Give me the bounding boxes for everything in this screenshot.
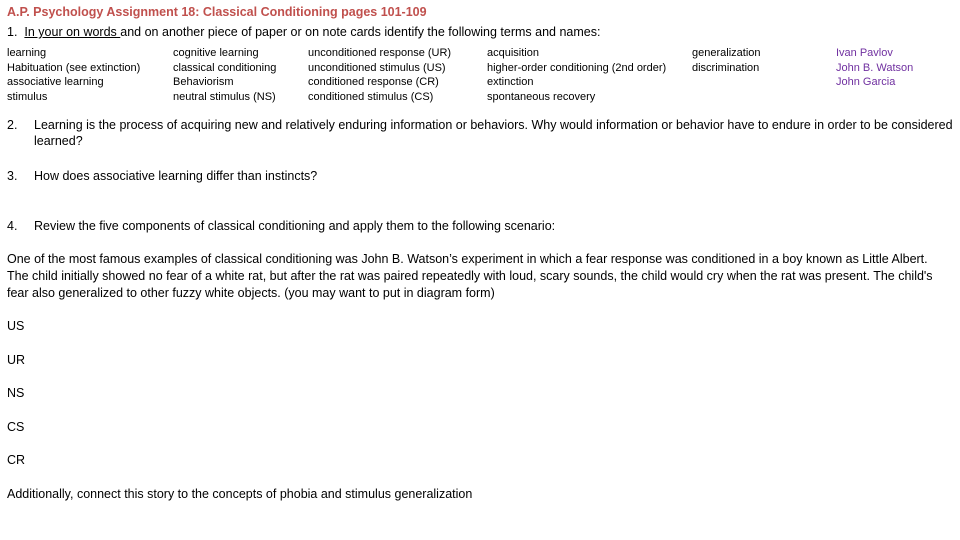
names-column (836, 46, 913, 90)
terms-column-3 (308, 46, 451, 104)
term: higher-order conditioning (2nd order) (487, 61, 667, 74)
person-name: John Garcia (836, 76, 896, 89)
terms-column-4 (487, 46, 666, 104)
term: conditioned stimulus (CS) (308, 90, 434, 103)
question-1 (7, 25, 600, 39)
question-2-number: 2. (7, 118, 18, 132)
term: conditioned response (CR) (308, 76, 439, 89)
final-instruction: Additionally, connect this story to the concepts of phobia and stimulus generalization (7, 487, 473, 501)
term: extinction (487, 76, 534, 89)
term: discrimination (692, 61, 760, 74)
label-ns: NS (7, 386, 25, 400)
label-cr: CR (7, 453, 26, 467)
term: generalization (692, 47, 761, 59)
scenario-paragraph: One of the most famous examples of classical conditioning was John B. Watson’s experiment in which a fear response was conditioned in a boy known as Little Albert. The child initially showed no fear of a white rat, but after the rat was paired repeatedly with loud, scary sounds, the child would cry when the rat was present. The child's fear also generalized to other fuzzy white objects. (you may want to put in diagram form) (7, 252, 933, 300)
term: spontaneous recovery (487, 90, 596, 103)
term: classical conditioning (173, 61, 277, 74)
person-name: John B. Watson (836, 61, 914, 74)
term: acquisition (487, 47, 539, 59)
question-4-text: Review the five components of classical conditioning and apply them to the following scenario: (34, 219, 556, 233)
term: learning (7, 47, 47, 59)
terms-column-2 (173, 46, 276, 104)
label-us: US (7, 319, 25, 333)
term: Habituation (see extinction) (7, 61, 141, 74)
assignment-title: A.P. Psychology Assignment 18: Classical Conditioning pages 101-109 (7, 5, 427, 19)
terms-column-1 (7, 46, 140, 104)
terms-column-5 (692, 46, 761, 75)
label-cs: CS (7, 420, 25, 434)
question-1-text: and on another piece of paper or on note cards identify the following terms and names: (120, 25, 601, 39)
question-4-number: 4. (7, 219, 18, 233)
question-1-underlined: In your on words (24, 25, 121, 39)
term: neutral stimulus (NS) (173, 90, 276, 103)
term: stimulus (7, 90, 48, 103)
term: unconditioned response (UR) (308, 47, 452, 59)
question-2-text: Learning is the process of acquiring new and relatively enduring information or behaviors. Why would information or behavior have to endure in order to be considered learned? (34, 118, 953, 148)
term: unconditioned stimulus (US) (308, 61, 446, 74)
question-3-number: 3. (7, 169, 18, 183)
person-name: Ivan Pavlov (836, 47, 893, 59)
term: Behaviorism (173, 76, 234, 89)
term: cognitive learning (173, 47, 259, 59)
label-ur: UR (7, 353, 26, 367)
question-3-text: How does associative learning differ than instincts? (34, 169, 318, 183)
term: associative learning (7, 76, 104, 89)
question-1-number: 1. (7, 25, 18, 39)
